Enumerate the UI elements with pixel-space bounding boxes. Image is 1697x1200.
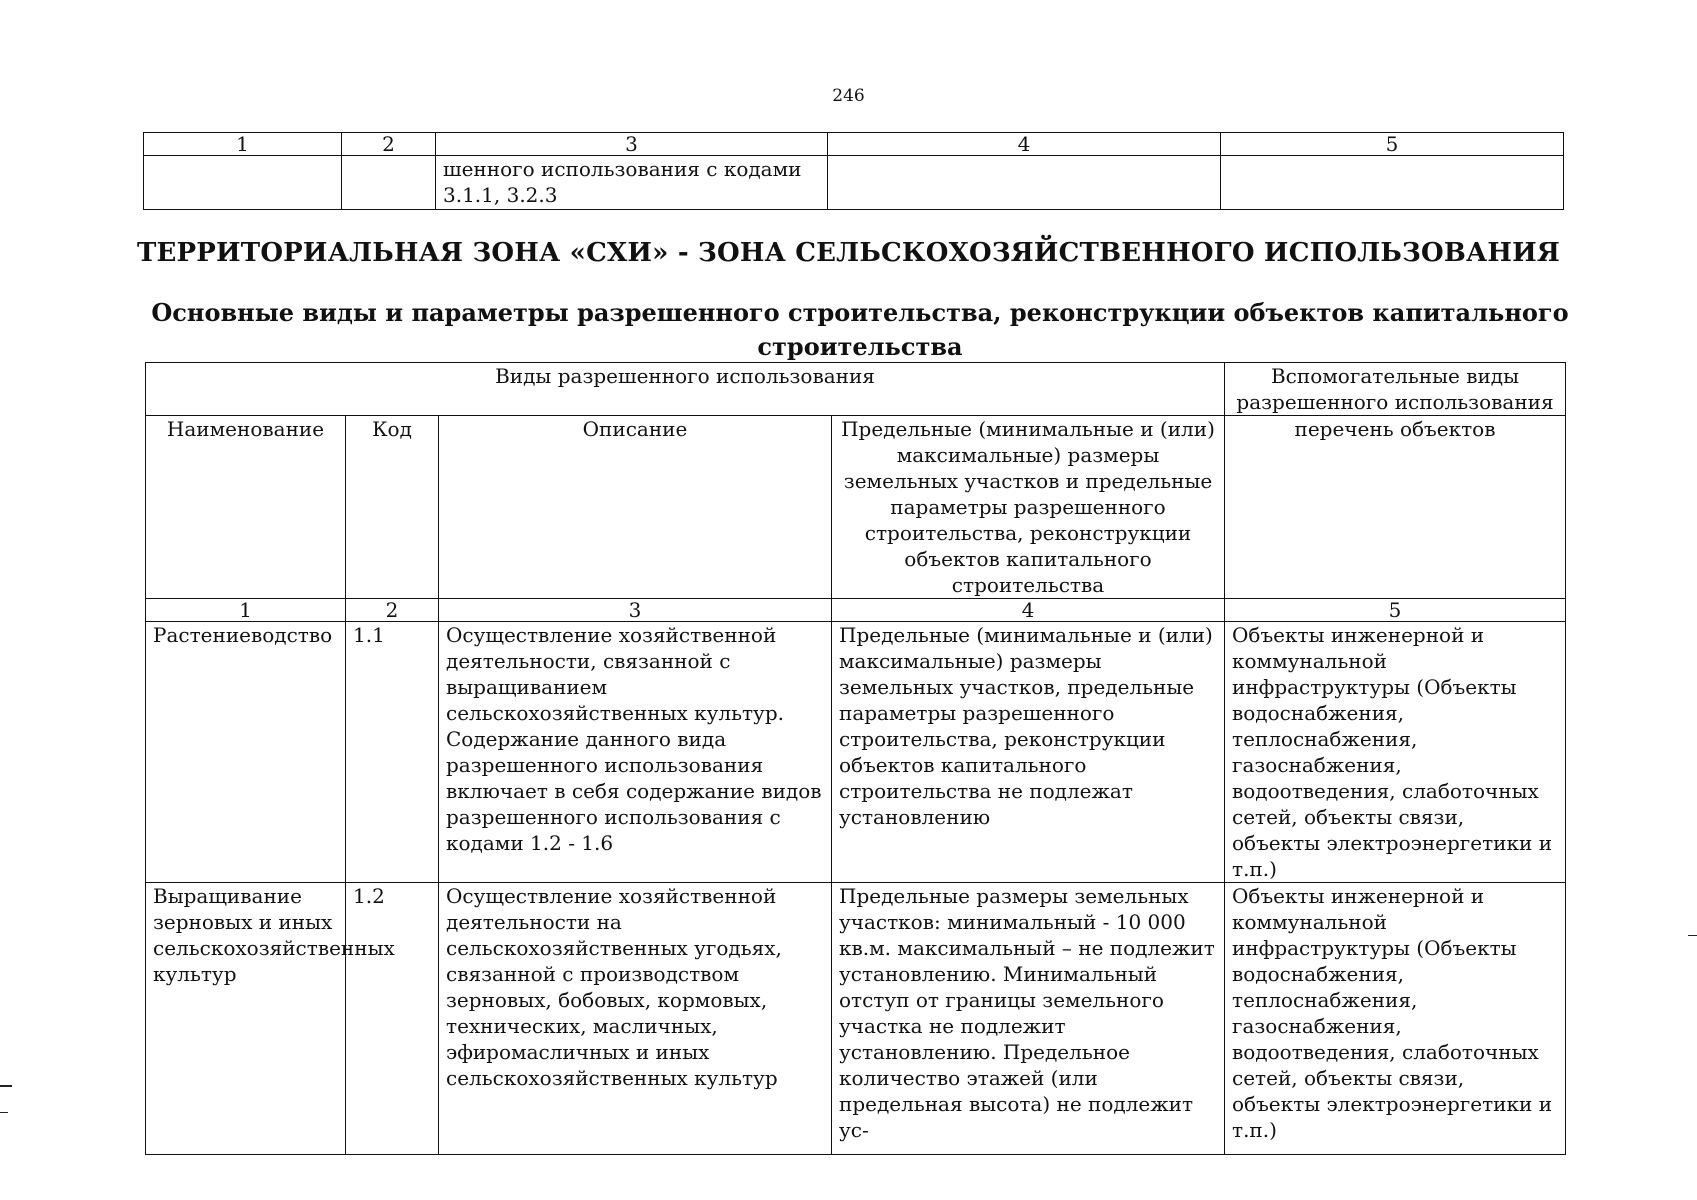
group-header-permitted-uses: Виды разрешенного использования (146, 363, 1225, 416)
continuation-header-row (144, 133, 1564, 156)
column-number: 1 (146, 599, 346, 622)
header-description: Описание (439, 416, 832, 599)
use-name: Растениеводство (146, 622, 346, 883)
margin-mark (1688, 935, 1697, 936)
use-code: 1.1 (346, 622, 439, 883)
column-number: 3 (436, 133, 828, 156)
margin-mark (0, 1112, 8, 1113)
use-parameters: Предельные (минимальные и (или) максимальные) размеры земельных участков, предельные параметры разрешенного строительства, реконструкции объектов капитального строительства не подлежат установлению (832, 622, 1225, 883)
use-description: Осуществление хозяйственной деятельности, связанной с выращиванием сельскохозяйственных культур. Содержание данного вида разрешенного использования включает в себя содержание видов разрешенного использования с кодами 1.2 - 1.6 (439, 622, 832, 883)
column-number: 3 (439, 599, 832, 622)
column-number-row (146, 599, 1566, 622)
group-header-auxiliary-uses: Вспомогательные виды разрешенного использования (1225, 363, 1566, 416)
group-header-row (146, 363, 1566, 416)
table-cell: шенного использования с кодами 3.1.1, 3.2.3 (436, 156, 828, 210)
column-number: 4 (828, 133, 1221, 156)
continuation-row (144, 156, 1564, 210)
header-name: Наименование (146, 416, 346, 599)
use-parameters: Предельные размеры земельных участков: минимальный - 10 000 кв.м. максимальный – не подлежит установлению. Минимальный отступ от границы земельного участка не подлежит установлению. Предельное количество этажей (или предельная высота) не подлежит ус- (832, 883, 1225, 1155)
table-cell (342, 156, 436, 210)
use-description: Осуществление хозяйственной деятельности на сельскохозяйственных угодьях, связанной с производством зерновых, бобовых, кормовых, технических, масличных, эфиромасличных и иных сельскохозяйственных культур (439, 883, 832, 1155)
table-row (146, 883, 1566, 1155)
header-parameters: Предельные (минимальные и (или) максимальные) размеры земельных участков и предельные параметры разрешенного строительства, реконструкции объектов капитального строительства (832, 416, 1225, 599)
table-cell (1221, 156, 1564, 210)
column-number: 4 (832, 599, 1225, 622)
column-number: 2 (342, 133, 436, 156)
column-number: 1 (144, 133, 342, 156)
table-cell (144, 156, 342, 210)
continuation-table (143, 132, 1564, 210)
table-row (146, 622, 1566, 883)
page-number: 246 (832, 86, 865, 106)
zoning-table (145, 362, 1566, 1155)
auxiliary-objects: Объекты инженерной и коммунальной инфраструктуры (Объекты водоснабжения, теплоснабжения, газоснабжения, водоотведения, слаботочных сетей, объекты связи, объекты электроэнергетики и т.п.) (1225, 622, 1566, 883)
use-name: Выращивание зерновых и иных сельскохозяйственных культур (146, 883, 346, 1155)
column-number: 5 (1221, 133, 1564, 156)
column-number: 5 (1225, 599, 1566, 622)
header-object-list: перечень объектов (1225, 416, 1566, 599)
header-code: Код (346, 416, 439, 599)
margin-mark (0, 1085, 12, 1087)
column-number: 2 (346, 599, 439, 622)
table-cell (828, 156, 1221, 210)
section-title: Основные виды и параметры разрешенного строительства, реконструкции объектов капитального строительства (151, 298, 1569, 361)
column-header-row (146, 416, 1566, 599)
auxiliary-objects: Объекты инженерной и коммунальной инфраструктуры (Объекты водоснабжения, теплоснабжения, газоснабжения, водоотведения, слаботочных сетей, объекты связи, объекты электроэнергетики и т.п.) (1225, 883, 1566, 1155)
use-code: 1.2 (346, 883, 439, 1155)
zone-title: ТЕРРИТОРИАЛЬНАЯ ЗОНА «СХИ» - ЗОНА СЕЛЬСКОХОЗЯЙСТВЕННОГО ИСПОЛЬЗОВАНИЯ (136, 238, 1561, 268)
